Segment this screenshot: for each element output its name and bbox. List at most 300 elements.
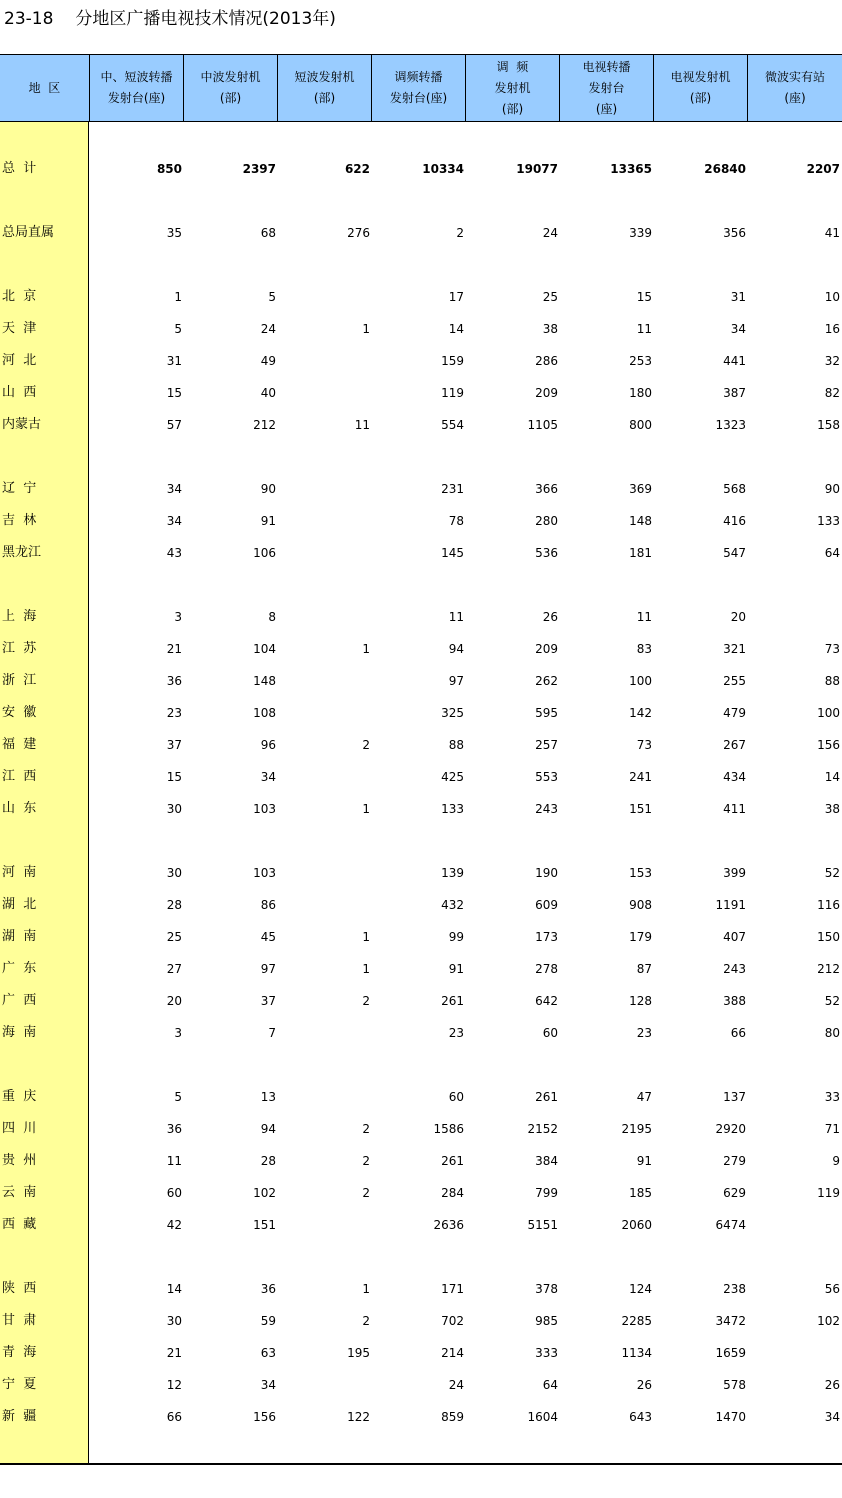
cell-col-2: 7: [268, 1026, 276, 1040]
cell-col-3: 276: [347, 226, 370, 240]
header-col-3-line-1: 短波发射机: [294, 70, 355, 84]
table-row: [0, 1119, 842, 1139]
cell-col-1: 42: [166, 1218, 182, 1232]
cell-col-5: 209: [535, 642, 558, 656]
cell-col-8: 102: [817, 1314, 840, 1328]
cell-col-3: [290, 383, 370, 403]
table-row: [0, 991, 842, 1011]
cell-col-7: 1191: [715, 898, 746, 912]
cell-col-1: 21: [166, 1346, 182, 1360]
cell-col-6: 73: [636, 738, 652, 752]
cell-col-2: 28: [260, 1154, 276, 1168]
header-col-6-line-3: (座): [595, 101, 618, 116]
cell-col-7: 31: [730, 290, 746, 304]
cell-col-5: 60: [542, 1026, 558, 1040]
header-col-4-line-2: 发射台(座): [389, 91, 448, 105]
cell-col-2: 40: [260, 386, 276, 400]
cell-col-3: [290, 703, 370, 723]
cell-col-3: 1: [362, 962, 370, 976]
cell-col-3: 2: [362, 1314, 370, 1328]
cell-col-3: 2: [362, 1154, 370, 1168]
cell-col-5: 26: [542, 610, 558, 624]
table-row: [0, 543, 842, 563]
table-row: [0, 895, 842, 915]
header-col-7-line-1: 电视发射机: [670, 70, 731, 84]
cell-col-5: 595: [535, 706, 558, 720]
cell-col-4: 171: [441, 1282, 464, 1296]
row-region-name: 广 东: [2, 961, 37, 976]
cell-col-1: 60: [166, 1186, 182, 1200]
table-row: [0, 863, 842, 883]
header-col-4-line-1: 调频转播: [394, 70, 443, 84]
cell-col-4: 159: [441, 354, 464, 368]
cell-col-8: 212: [817, 962, 840, 976]
cell-col-3: [290, 767, 370, 787]
cell-col-1: 20: [166, 994, 182, 1008]
cell-col-1: 37: [166, 738, 182, 752]
cell-col-6: 800: [629, 418, 652, 432]
cell-col-6: 148: [629, 514, 652, 528]
cell-col-7: 388: [723, 994, 746, 1008]
cell-col-6: 643: [629, 1410, 652, 1424]
cell-col-8: 158: [817, 418, 840, 432]
header-col-6-line-2: 发射台: [588, 80, 625, 95]
cell-col-5: 384: [535, 1154, 558, 1168]
cell-col-2: 102: [253, 1186, 276, 1200]
cell-col-6: 11: [636, 322, 652, 336]
cell-col-2: 49: [260, 354, 276, 368]
cell-col-8: 34: [824, 1410, 840, 1424]
cell-col-8: 26: [824, 1378, 840, 1392]
cell-col-6: 153: [629, 866, 652, 880]
cell-col-7: 1323: [715, 418, 746, 432]
row-region-name: 湖 北: [2, 897, 37, 912]
cell-col-5: 278: [535, 962, 558, 976]
cell-col-8: 116: [817, 898, 840, 912]
header-col-5-line-1: 调 频: [496, 59, 529, 74]
cell-col-8: 156: [817, 738, 840, 752]
cell-col-7: 26840: [704, 162, 746, 176]
cell-col-8: 82: [824, 386, 840, 400]
row-region-name: 吉 林: [2, 513, 37, 528]
cell-col-7: 2920: [715, 1122, 746, 1136]
cell-col-1: 66: [166, 1410, 182, 1424]
cell-col-4: 10334: [422, 162, 464, 176]
cell-col-6: 11: [636, 610, 652, 624]
cell-col-1: 34: [166, 482, 182, 496]
table-row: [0, 1279, 842, 1299]
cell-col-3: 1: [362, 1282, 370, 1296]
row-region-name: 湖 南: [2, 929, 37, 944]
cell-col-4: 859: [441, 1410, 464, 1424]
cell-col-3: [290, 607, 370, 627]
cell-col-3: [290, 1087, 370, 1107]
cell-col-3: [290, 351, 370, 371]
header-col-1-line-2: 发射台(座): [107, 91, 166, 105]
cell-col-3: 1: [362, 642, 370, 656]
cell-col-2: 13: [260, 1090, 276, 1104]
cell-col-8: 133: [817, 514, 840, 528]
cell-col-1: 15: [166, 386, 182, 400]
cell-col-4: 119: [441, 386, 464, 400]
row-region-name: 四 川: [2, 1121, 37, 1136]
cell-col-5: 642: [535, 994, 558, 1008]
cell-col-3: [290, 1023, 370, 1043]
header-col-5-line-3: (部): [501, 101, 524, 116]
row-region-name: 浙 江: [2, 673, 37, 688]
cell-col-2: 36: [260, 1282, 276, 1296]
table-row: [0, 479, 842, 499]
cell-col-1: 11: [166, 1154, 182, 1168]
cell-col-1: 35: [166, 226, 182, 240]
cell-col-8: [760, 607, 840, 627]
row-region-name: 黑龙江: [2, 545, 42, 560]
cell-col-4: 702: [441, 1314, 464, 1328]
cell-col-7: 629: [723, 1186, 746, 1200]
cell-col-5: 64: [542, 1378, 558, 1392]
table-number: 23-18: [4, 9, 54, 29]
table-row: [0, 959, 842, 979]
cell-col-4: 23: [448, 1026, 464, 1040]
cell-col-7: 411: [723, 802, 746, 816]
cell-col-8: 88: [824, 674, 840, 688]
cell-col-1: 36: [166, 1122, 182, 1136]
cell-col-8: 119: [817, 1186, 840, 1200]
cell-col-5: 1604: [527, 1410, 558, 1424]
cell-col-6: 23: [636, 1026, 652, 1040]
cell-col-4: 78: [448, 514, 464, 528]
row-region-name: 西 藏: [2, 1217, 37, 1232]
header-region-label: 地 区: [28, 80, 61, 95]
table-row: [0, 767, 842, 787]
row-region-name: 江 苏: [2, 641, 37, 656]
cell-col-5: 985: [535, 1314, 558, 1328]
cell-col-4: 425: [441, 770, 464, 784]
row-region-name: 广 西: [2, 993, 37, 1008]
table-row: [0, 1311, 842, 1331]
cell-col-1: 850: [156, 162, 182, 176]
cell-col-4: 88: [448, 738, 464, 752]
cell-col-8: 52: [824, 866, 840, 880]
table-row: [0, 927, 842, 947]
cell-col-4: 284: [441, 1186, 464, 1200]
cell-col-8: 150: [817, 930, 840, 944]
cell-col-2: 8: [268, 610, 276, 624]
cell-col-8: 56: [824, 1282, 840, 1296]
cell-col-3: 195: [347, 1346, 370, 1360]
cell-col-8: 38: [824, 802, 840, 816]
cell-col-2: 5: [268, 290, 276, 304]
cell-col-1: 30: [166, 802, 182, 816]
cell-col-1: 15: [166, 770, 182, 784]
header-col-7: [653, 55, 747, 121]
cell-col-7: 1659: [715, 1346, 746, 1360]
row-region-name: 宁 夏: [2, 1377, 37, 1392]
header-col-4: [371, 55, 465, 121]
table-row: [0, 1183, 842, 1203]
cell-col-6: 13365: [610, 162, 652, 176]
cell-col-2: 103: [253, 802, 276, 816]
cell-col-6: 151: [629, 802, 652, 816]
cell-col-7: 407: [723, 930, 746, 944]
cell-col-4: 97: [448, 674, 464, 688]
cell-col-5: 209: [535, 386, 558, 400]
cell-col-8: [760, 1343, 840, 1363]
cell-col-1: 43: [166, 546, 182, 560]
cell-col-2: 45: [260, 930, 276, 944]
header-col-8-line-1: 微波实有站: [764, 70, 825, 84]
cell-col-4: 214: [441, 1346, 464, 1360]
cell-col-3: [290, 1375, 370, 1395]
cell-col-4: 14: [448, 322, 464, 336]
cell-col-6: 124: [629, 1282, 652, 1296]
cell-col-3: 2: [362, 738, 370, 752]
cell-col-7: 547: [723, 546, 746, 560]
table-row: [0, 735, 842, 755]
cell-col-4: 1586: [433, 1122, 464, 1136]
cell-col-5: 536: [535, 546, 558, 560]
cell-col-6: 369: [629, 482, 652, 496]
table-row: [0, 287, 842, 307]
row-region-name: 福 建: [2, 737, 37, 752]
cell-col-6: 241: [629, 770, 652, 784]
cell-col-2: 151: [253, 1218, 276, 1232]
cell-col-3: 1: [362, 322, 370, 336]
cell-col-4: 325: [441, 706, 464, 720]
cell-col-1: 30: [166, 1314, 182, 1328]
cell-col-6: 91: [636, 1154, 652, 1168]
cell-col-4: 60: [448, 1090, 464, 1104]
cell-col-3: 2: [362, 1186, 370, 1200]
row-region-name: 海 南: [2, 1025, 37, 1040]
cell-col-2: 2397: [242, 162, 276, 176]
cell-col-6: 181: [629, 546, 652, 560]
cell-col-8: 73: [824, 642, 840, 656]
cell-col-4: 231: [441, 482, 464, 496]
cell-col-5: 173: [535, 930, 558, 944]
table-row: [0, 1151, 842, 1171]
table-row: [0, 1375, 842, 1395]
cell-col-4: 94: [448, 642, 464, 656]
row-region-name: 安 徽: [2, 705, 37, 720]
cell-col-7: 399: [723, 866, 746, 880]
row-region-name: 北 京: [2, 289, 37, 304]
header-col-2: [183, 55, 277, 121]
table-header: [0, 54, 842, 122]
cell-col-2: 106: [253, 546, 276, 560]
cell-col-8: 41: [824, 226, 840, 240]
cell-col-2: 86: [260, 898, 276, 912]
cell-col-5: 262: [535, 674, 558, 688]
row-region-name: 新 疆: [2, 1409, 37, 1424]
cell-col-2: 156: [253, 1410, 276, 1424]
cell-col-4: 17: [448, 290, 464, 304]
cell-col-2: 59: [260, 1314, 276, 1328]
cell-col-6: 83: [636, 642, 652, 656]
row-region-name: 上 海: [2, 609, 37, 624]
cell-col-6: 179: [629, 930, 652, 944]
row-region-name: 山 西: [2, 385, 37, 400]
cell-col-7: 568: [723, 482, 746, 496]
cell-col-7: 416: [723, 514, 746, 528]
table-row: [0, 383, 842, 403]
cell-col-3: [290, 543, 370, 563]
cell-col-4: 91: [448, 962, 464, 976]
cell-col-7: 441: [723, 354, 746, 368]
row-region-name: 河 南: [2, 865, 37, 880]
header-col-2-line-2: (部): [219, 91, 242, 105]
cell-col-6: 142: [629, 706, 652, 720]
cell-col-1: 28: [166, 898, 182, 912]
cell-col-6: 339: [629, 226, 652, 240]
cell-col-8: 10: [824, 290, 840, 304]
table-row: [0, 671, 842, 691]
cell-col-7: 387: [723, 386, 746, 400]
cell-col-1: 5: [174, 1090, 182, 1104]
cell-col-6: 185: [629, 1186, 652, 1200]
cell-col-5: 280: [535, 514, 558, 528]
cell-col-2: 34: [260, 770, 276, 784]
cell-col-7: 1470: [715, 1410, 746, 1424]
cell-col-5: 257: [535, 738, 558, 752]
table-row: [0, 1215, 842, 1235]
cell-col-4: 261: [441, 994, 464, 1008]
cell-col-8: 9: [832, 1154, 840, 1168]
cell-col-1: 3: [174, 1026, 182, 1040]
cell-col-5: 38: [542, 322, 558, 336]
cell-col-1: 5: [174, 322, 182, 336]
cell-col-5: 1105: [527, 418, 558, 432]
row-region-name: 山 东: [2, 801, 37, 816]
cell-col-6: 100: [629, 674, 652, 688]
cell-col-3: [290, 287, 370, 307]
cell-col-3: 1: [362, 802, 370, 816]
cell-col-5: 19077: [516, 162, 558, 176]
table-row: [0, 351, 842, 371]
cell-col-5: 286: [535, 354, 558, 368]
cell-col-6: 2195: [621, 1122, 652, 1136]
cell-col-8: 2207: [806, 162, 840, 176]
cell-col-1: 23: [166, 706, 182, 720]
row-region-name: 重 庆: [2, 1089, 37, 1104]
table-row: [0, 607, 842, 627]
cell-col-4: 145: [441, 546, 464, 560]
cell-col-2: 94: [260, 1122, 276, 1136]
cell-col-1: 25: [166, 930, 182, 944]
cell-col-3: [290, 511, 370, 531]
cell-col-8: 80: [824, 1026, 840, 1040]
cell-col-4: 2: [456, 226, 464, 240]
header-col-6: [559, 55, 653, 121]
header-col-5-line-2: 发射机: [494, 80, 531, 95]
header-region: [0, 55, 89, 121]
cell-col-5: 553: [535, 770, 558, 784]
cell-col-2: 108: [253, 706, 276, 720]
table-row: [0, 319, 842, 339]
cell-col-7: 279: [723, 1154, 746, 1168]
header-col-6-line-1: 电视转播: [582, 59, 631, 74]
cell-col-5: 378: [535, 1282, 558, 1296]
cell-col-7: 137: [723, 1090, 746, 1104]
table-row: [0, 1407, 842, 1427]
cell-col-2: 97: [260, 962, 276, 976]
cell-col-8: 64: [824, 546, 840, 560]
cell-col-3: [290, 671, 370, 691]
cell-col-1: 3: [174, 610, 182, 624]
header-col-8: [747, 55, 842, 121]
cell-col-4: 11: [448, 610, 464, 624]
header-col-1: [89, 55, 183, 121]
cell-col-6: 2060: [621, 1218, 652, 1232]
cell-col-8: 52: [824, 994, 840, 1008]
header-col-7-line-2: (部): [689, 91, 712, 105]
cell-col-5: 2152: [527, 1122, 558, 1136]
row-region-name: 云 南: [2, 1185, 37, 1200]
cell-col-4: 2636: [433, 1218, 464, 1232]
header-col-1-line-1: 中、短波转播: [100, 70, 173, 84]
cell-col-1: 36: [166, 674, 182, 688]
cell-col-7: 578: [723, 1378, 746, 1392]
cell-col-7: 243: [723, 962, 746, 976]
cell-col-8: 71: [824, 1122, 840, 1136]
cell-col-8: [760, 1215, 840, 1235]
cell-col-6: 2285: [621, 1314, 652, 1328]
cell-col-8: 33: [824, 1090, 840, 1104]
cell-col-1: 57: [166, 418, 182, 432]
cell-col-2: 148: [253, 674, 276, 688]
cell-col-5: 261: [535, 1090, 558, 1104]
cell-col-6: 15: [636, 290, 652, 304]
cell-col-6: 87: [636, 962, 652, 976]
table-row: [0, 1023, 842, 1043]
header-col-3-line-2: (部): [313, 91, 336, 105]
row-region-name: 甘 肃: [2, 1313, 37, 1328]
cell-col-2: 96: [260, 738, 276, 752]
cell-col-2: 34: [260, 1378, 276, 1392]
row-region-name: 总局直属: [2, 225, 55, 240]
cell-col-7: 3472: [715, 1314, 746, 1328]
table-row: [0, 159, 842, 179]
table-bottom-rule: [0, 1463, 842, 1465]
cell-col-4: 24: [448, 1378, 464, 1392]
table-row: [0, 415, 842, 435]
cell-col-3: [290, 895, 370, 915]
cell-col-8: 32: [824, 354, 840, 368]
cell-col-8: 14: [824, 770, 840, 784]
cell-col-3: 1: [362, 930, 370, 944]
cell-col-2: 104: [253, 642, 276, 656]
cell-col-3: [290, 863, 370, 883]
cell-col-3: 622: [344, 162, 370, 176]
cell-col-3: [290, 1215, 370, 1235]
table-row: [0, 511, 842, 531]
cell-col-2: 103: [253, 866, 276, 880]
cell-col-1: 31: [166, 354, 182, 368]
cell-col-8: 90: [824, 482, 840, 496]
row-region-name: 江 西: [2, 769, 37, 784]
cell-col-5: 366: [535, 482, 558, 496]
cell-col-2: 91: [260, 514, 276, 528]
cell-col-2: 90: [260, 482, 276, 496]
cell-col-4: 432: [441, 898, 464, 912]
cell-col-4: 261: [441, 1154, 464, 1168]
cell-col-6: 26: [636, 1378, 652, 1392]
cell-col-4: 133: [441, 802, 464, 816]
cell-col-4: 99: [448, 930, 464, 944]
cell-col-7: 255: [723, 674, 746, 688]
cell-col-7: 267: [723, 738, 746, 752]
cell-col-5: 190: [535, 866, 558, 880]
